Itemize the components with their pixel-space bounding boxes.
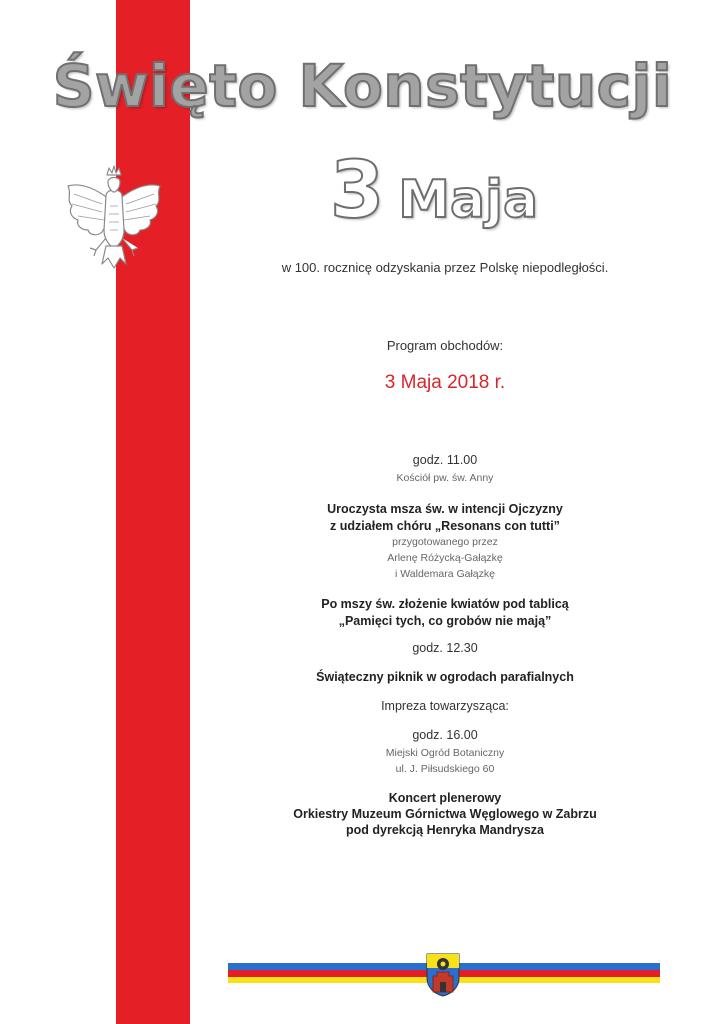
event-title: Uroczysta msza św. w intencji Ojczyzny bbox=[327, 502, 563, 516]
companion-label: Impreza towarzysząca: bbox=[381, 699, 509, 713]
flag-red-band bbox=[116, 0, 190, 1024]
event-time: godz. 16.00 bbox=[412, 728, 478, 742]
event-title: z udziałem chóru „Resonans con tutti” bbox=[330, 519, 560, 533]
event-title: Świąteczny piknik w ogrodach parafialnych bbox=[316, 670, 574, 684]
event-title: Orkiestry Muzeum Górnictwa Węglowego w Zabrzu bbox=[293, 807, 597, 821]
subtitle: w 100. rocznicę odzyskania przez Polskę niepodległości. bbox=[281, 260, 609, 275]
event-place: Miejski Ogród Botaniczny bbox=[385, 747, 505, 759]
polish-eagle-icon bbox=[62, 160, 166, 276]
event-place: ul. J. Piłsudskiego 60 bbox=[395, 763, 495, 775]
page-title-date bbox=[330, 146, 570, 236]
page-title: Święto Konstytucji bbox=[52, 52, 673, 120]
title-number: 3 bbox=[330, 146, 385, 236]
event-title: Koncert plenerowy bbox=[388, 791, 502, 805]
event-time: godz. 11.00 bbox=[412, 453, 478, 467]
program-label: Program obchodów: bbox=[386, 338, 504, 353]
city-crest-icon bbox=[424, 952, 462, 998]
event-detail: i Waldemara Gałązkę bbox=[395, 568, 495, 580]
title-word: Maja bbox=[398, 170, 539, 230]
event-title: pod dyrekcją Henryka Mandrysza bbox=[346, 823, 544, 837]
event-detail: Arlenę Różycką-Gałązkę bbox=[387, 552, 503, 564]
event-title: Po mszy św. złożenie kwiatów pod tablicą bbox=[321, 597, 569, 611]
event-detail: przygotowanego przez bbox=[392, 536, 498, 548]
event-place: Kościół pw. św. Anny bbox=[396, 472, 494, 484]
event-title: „Pamięci tych, co grobów nie mają” bbox=[338, 614, 552, 628]
event-date: 3 Maja 2018 r. bbox=[384, 372, 506, 393]
event-time: godz. 12.30 bbox=[412, 641, 478, 655]
